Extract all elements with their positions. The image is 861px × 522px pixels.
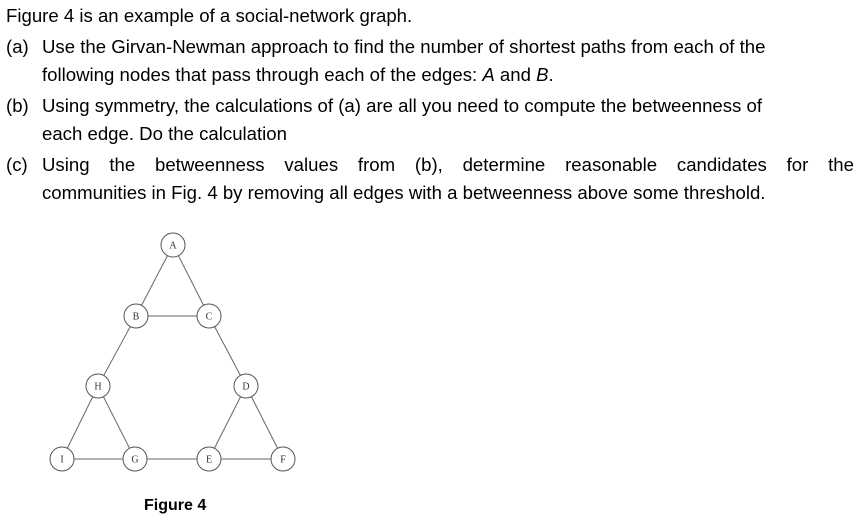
node-e: [197, 447, 221, 471]
item-b-line2: each edge. Do the calculation: [42, 123, 287, 144]
figure-caption: Figure 4: [144, 497, 207, 514]
node-d: [234, 374, 258, 398]
item-a-line2-end: .: [548, 64, 554, 85]
item-c-word: (b),: [414, 154, 443, 175]
item-b-line1: Using symmetry, the calculations of (a) are all you need to compute the betweenness of: [42, 95, 763, 116]
item-a-line1: Use the Girvan-Newman approach to find the number of shortest paths from each of the: [42, 36, 766, 57]
node-c: [197, 304, 221, 328]
item-c-word: the: [828, 154, 854, 175]
item-a-marker: (a): [6, 36, 29, 57]
node-label: E: [205, 454, 213, 466]
graph-edges: [62, 245, 283, 459]
item-a-line2-prefix: following nodes that pass through each of the edges:: [42, 64, 483, 85]
node-f: [271, 447, 295, 471]
node-i: [50, 447, 74, 471]
item-c-word: Using: [42, 154, 90, 175]
item-c-word: from: [357, 154, 396, 175]
item-c-word: values: [284, 154, 339, 175]
node-b: [124, 304, 148, 328]
node-a: [161, 233, 185, 257]
node-a-reference: A: [482, 64, 495, 85]
node-label: D: [242, 381, 250, 393]
item-c-word: reasonable: [565, 154, 658, 175]
item-c-marker: (c): [6, 154, 28, 175]
intro-text: Figure 4 is an example of a social-network graph.: [6, 5, 413, 26]
item-a-line2-and: and: [494, 64, 537, 85]
item-c-word: candidates: [676, 154, 767, 175]
node-g: [123, 447, 147, 471]
node-b-reference: B: [536, 64, 549, 85]
node-label: A: [169, 240, 177, 252]
item-c-word: determine: [462, 154, 546, 175]
node-label: F: [280, 454, 286, 466]
graph-nodes: [50, 233, 295, 471]
node-label: G: [131, 454, 139, 466]
node-label: B: [132, 311, 140, 323]
item-b-marker: (b): [6, 95, 29, 116]
item-c-word: the: [109, 154, 136, 175]
node-label: C: [205, 311, 213, 323]
item-c-word: betweenness: [155, 154, 265, 175]
item-c-line2: communities in Fig. 4 by removing all edges with a betweenness above some threshold.: [42, 182, 766, 203]
item-c-word: for: [786, 154, 809, 175]
node-h: [86, 374, 110, 398]
node-label: H: [94, 381, 102, 393]
node-label: I: [60, 454, 64, 466]
